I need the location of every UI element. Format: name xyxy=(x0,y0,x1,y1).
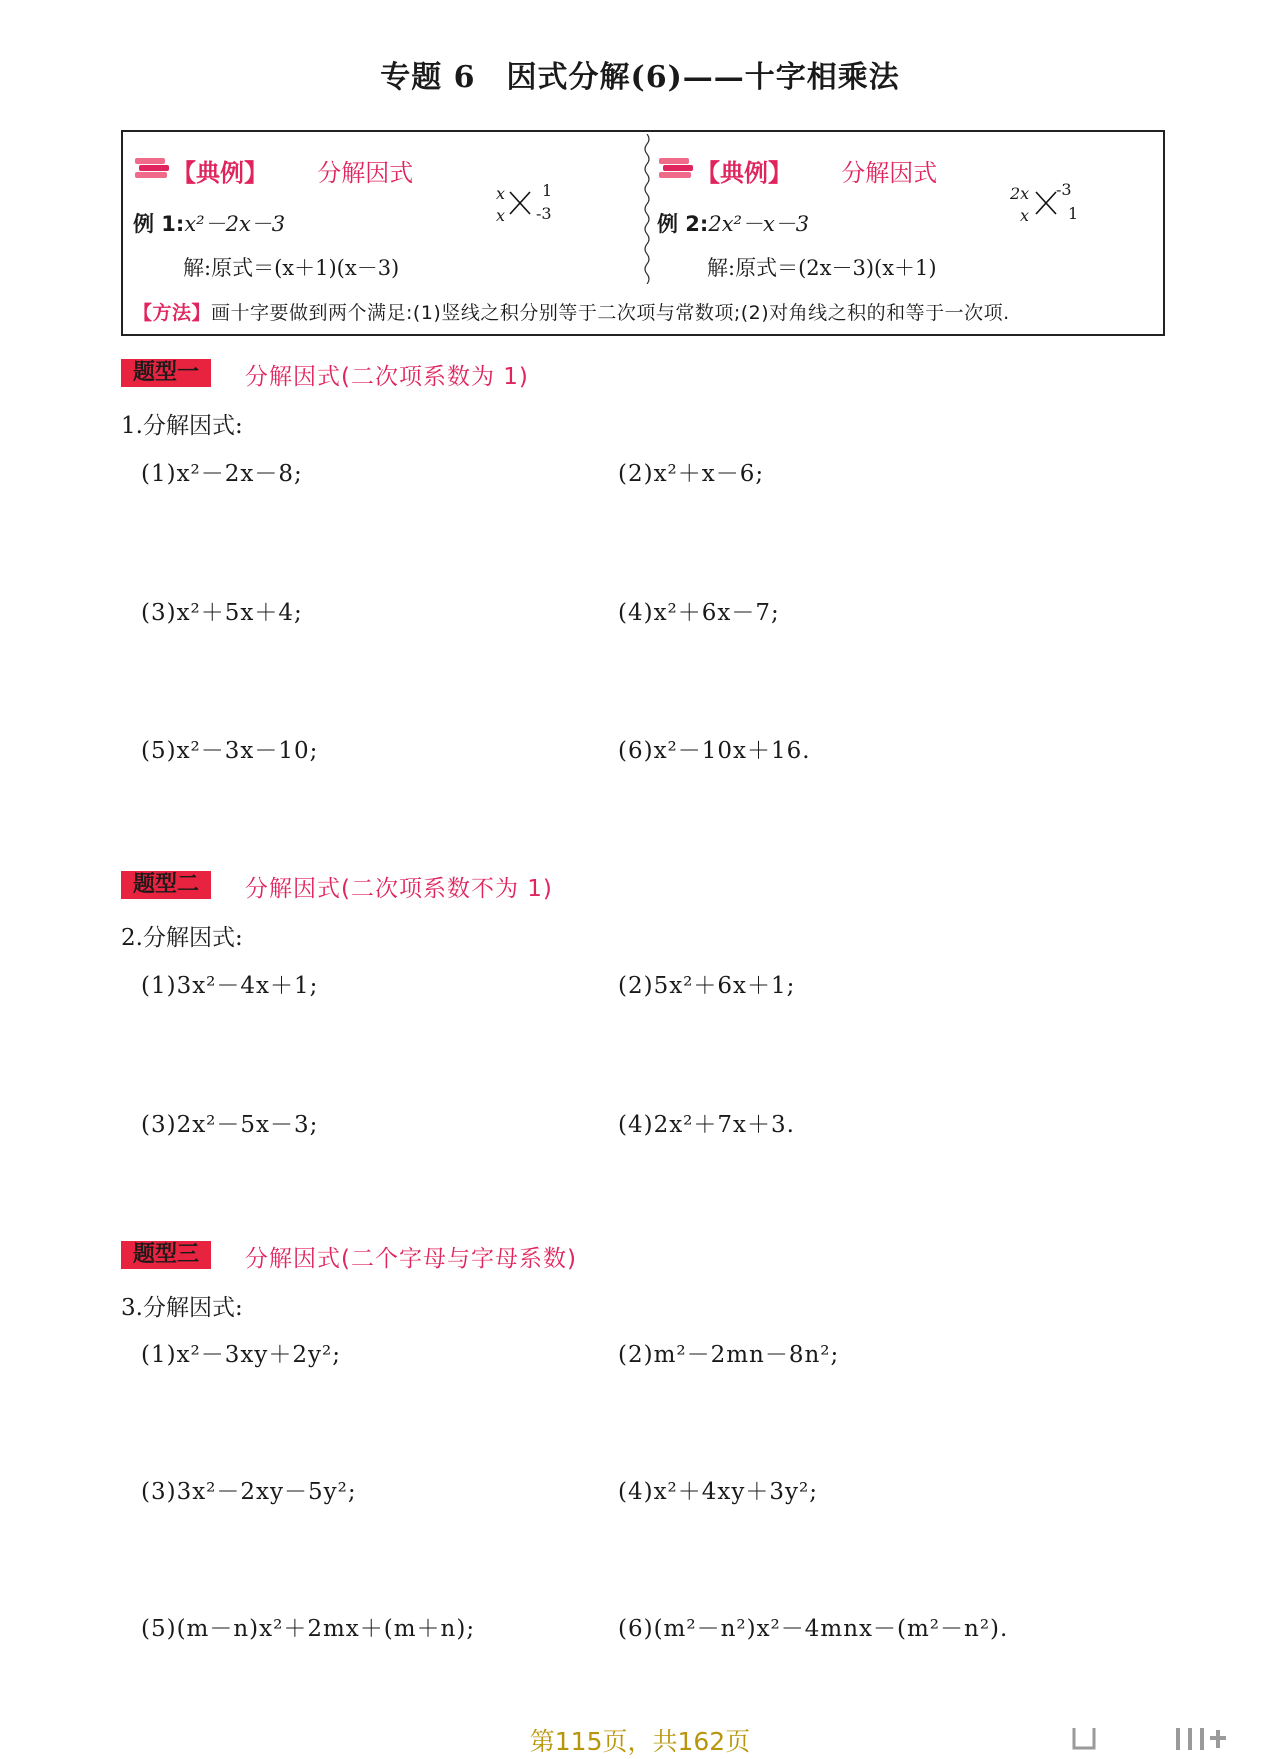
cross-top-right: -3 xyxy=(1056,180,1072,199)
method-text: 画十字要做到两个满足:(1)竖线之积分别等于二次项与常数项;(2)对角线之积的和等于一次项. xyxy=(211,302,1010,324)
example-1-heading: 分解因式 xyxy=(317,159,414,187)
problem-3-5: (5)(m－n)x²＋2mx＋(m＋n); xyxy=(141,1616,476,1642)
section-3-title: 分解因式(二个字母与字母系数) xyxy=(245,1246,577,1272)
example-2-expr: 2x²－x－3 xyxy=(708,212,810,236)
example-1-solution: 解:原式＝(x＋1)(x－3) xyxy=(183,256,400,280)
example-2-problem xyxy=(657,208,809,238)
method-tag: 【方法】 xyxy=(133,302,212,324)
section-1-badge: 题型一 xyxy=(121,359,211,387)
section-1-title: 分解因式(二次项系数为 1) xyxy=(245,364,529,390)
example-1-header xyxy=(172,153,413,188)
divider-wavy xyxy=(643,134,651,284)
problem-3-4: (4)x²＋4xy＋3y²; xyxy=(618,1479,818,1505)
cross-top-right: 1 xyxy=(542,181,553,200)
problem-2-2: (2)5x²＋6x＋1; xyxy=(618,973,796,999)
example-2-header xyxy=(696,153,937,188)
example-1-tag: 【典例】 xyxy=(172,159,268,187)
problem-1-2: (2)x²＋x－6; xyxy=(618,461,765,487)
example-1-expr: x²－2x－3 xyxy=(184,212,286,236)
example-1-cross-diagram xyxy=(494,181,560,226)
cross-top-left: 2x xyxy=(1010,184,1030,203)
example-2-solution: 解:原式＝(2x－3)(x＋1) xyxy=(707,256,937,280)
problem-1-5: (5)x²－3x－10; xyxy=(141,738,319,764)
cross-lines xyxy=(508,190,532,216)
example-2-tag: 【典例】 xyxy=(696,159,792,187)
problem-3-6: (6)(m²－n²)x²－4mnx－(m²－n²). xyxy=(618,1616,1009,1642)
question-2-heading: 2.分解因式: xyxy=(121,925,243,951)
problem-1-6: (6)x²－10x＋16. xyxy=(618,738,811,764)
page-indicator: 第115页，共162页 xyxy=(529,1727,751,1756)
page-title: 专题 6 因式分解(6)——十字相乘法 xyxy=(380,60,900,95)
problem-1-1: (1)x²－2x－8; xyxy=(141,461,303,487)
cross-lines xyxy=(1034,190,1058,216)
example-1-problem xyxy=(133,208,285,238)
section-3-badge: 题型三 xyxy=(121,1241,211,1269)
toolbar-icon[interactable] xyxy=(1172,1724,1232,1754)
question-3-heading: 3.分解因式: xyxy=(121,1295,243,1321)
question-1-heading: 1.分解因式: xyxy=(121,413,243,439)
example-2-cross-diagram xyxy=(1010,180,1090,226)
example-2-heading: 分解因式 xyxy=(841,159,938,187)
cross-bottom-left: x xyxy=(496,206,506,225)
example-1-label: 例 1: xyxy=(133,212,185,236)
section-2-badge: 题型二 xyxy=(121,871,211,899)
books-icon xyxy=(657,155,695,181)
problem-2-4: (4)2x²＋7x＋3. xyxy=(618,1112,795,1138)
problem-3-3: (3)3x²－2xy－5y²; xyxy=(141,1479,357,1505)
problem-1-4: (4)x²＋6x－7; xyxy=(618,600,780,626)
method-note xyxy=(133,298,1010,325)
problem-3-1: (1)x²－3xy＋2y²; xyxy=(141,1342,341,1368)
problem-1-3: (3)x²＋5x＋4; xyxy=(141,600,303,626)
problem-2-1: (1)3x²－4x＋1; xyxy=(141,973,319,999)
cross-top-left: x xyxy=(496,184,506,203)
toolbar-icon[interactable] xyxy=(1068,1724,1100,1754)
problem-2-3: (3)2x²－5x－3; xyxy=(141,1112,319,1138)
problem-3-2: (2)m²－2mn－8n²; xyxy=(618,1342,840,1368)
cross-bottom-left: x xyxy=(1020,206,1030,225)
cross-bottom-right: -3 xyxy=(536,204,552,223)
cross-bottom-right: 1 xyxy=(1068,204,1079,223)
section-2-title: 分解因式(二次项系数不为 1) xyxy=(245,876,553,902)
example-2-label: 例 2: xyxy=(657,212,709,236)
books-icon xyxy=(133,155,171,181)
